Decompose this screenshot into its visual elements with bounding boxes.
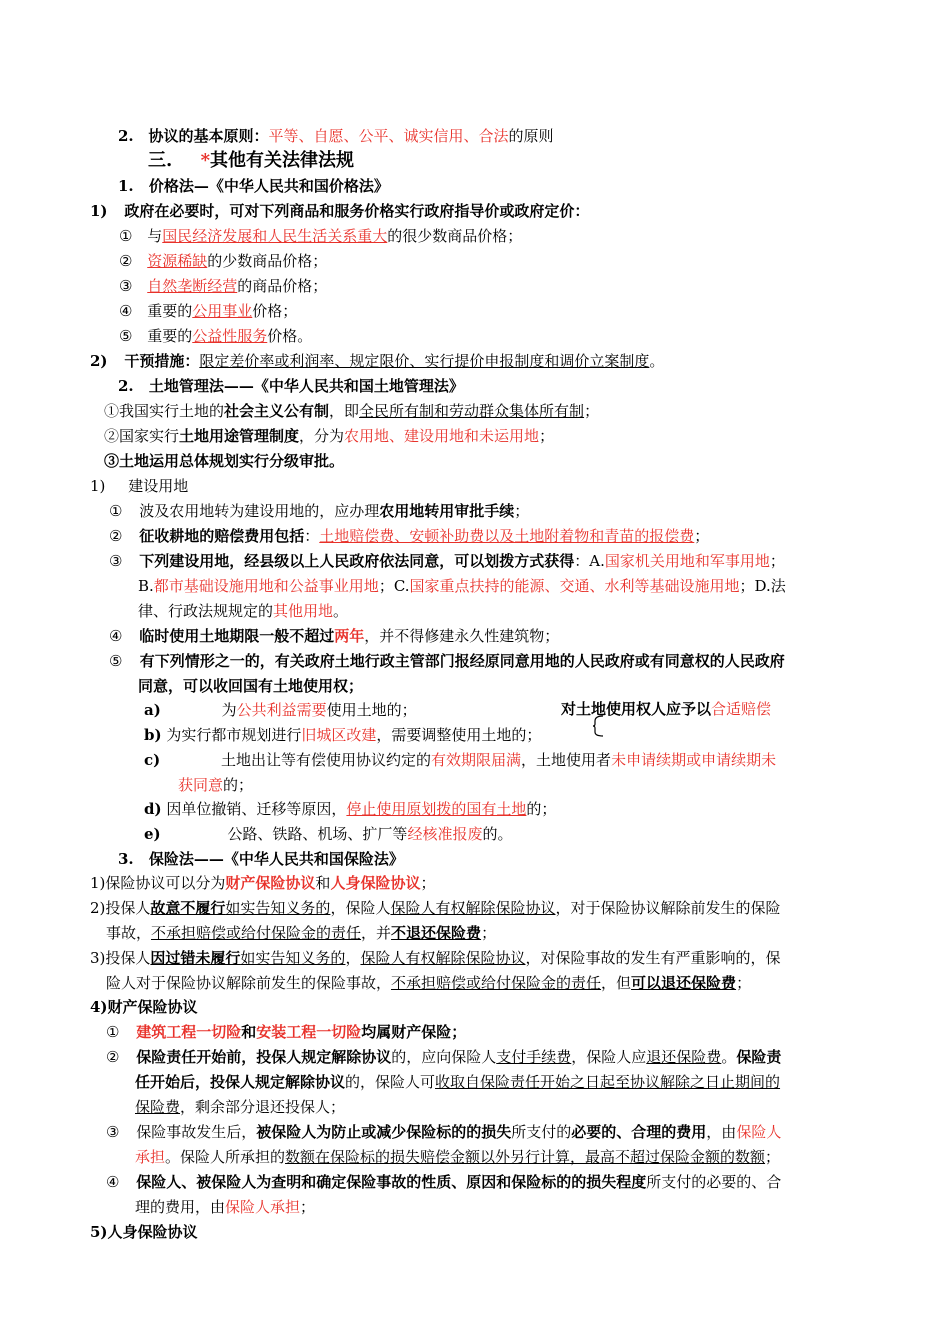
bold-text: 下列建设用地，经县级以上人民政府依法同意，可以划拨方式获得	[139, 552, 575, 570]
highlight: 土地赔偿费、安顿补助费以及土地附着物和青苗的报偿费	[319, 527, 695, 545]
text: 。	[649, 352, 665, 370]
highlight: 经核准报废	[407, 825, 483, 843]
price-list-item-1	[119, 226, 522, 246]
price-law-title: 价格法—《中华人民共和国价格法》	[148, 177, 389, 195]
circled-number: ③	[109, 552, 123, 570]
revoke-case-e	[144, 824, 512, 844]
highlight: 国民经济发展和人民生活关系重大	[162, 227, 388, 245]
bold-underlined-text: 可以退还保险费	[631, 974, 737, 992]
text: 与	[147, 227, 163, 245]
text: 所支付的必要的、合	[646, 1173, 782, 1191]
text: 3)投保人	[90, 949, 151, 967]
principles-line	[118, 126, 554, 146]
text: 的，应向保险人	[391, 1048, 497, 1066]
text: ；	[584, 402, 600, 420]
principles-values: 平等、自愿、公平、诚实信用、合法	[268, 127, 509, 145]
text: 的；	[223, 776, 254, 794]
circled-number: ⑤	[119, 327, 133, 345]
bold-text: 任开始后，投保人规定解除协议	[135, 1073, 346, 1091]
text: ；	[694, 527, 710, 545]
property-item-3-cont	[135, 1147, 780, 1167]
property-item-1	[106, 1022, 466, 1042]
item-number: 2)	[90, 352, 108, 370]
text: ；	[420, 874, 436, 892]
principles-label: 协议的基本原则：	[148, 127, 269, 145]
property-item-2-cont-2	[135, 1097, 345, 1117]
text: ；D.法	[739, 577, 786, 595]
insurance-item-3	[90, 948, 780, 968]
text: 。	[721, 1048, 737, 1066]
highlight: 自然垄断经营	[147, 277, 238, 295]
highlight: 公益性服务	[192, 327, 268, 345]
circled-number: ①	[106, 1023, 120, 1041]
principles-suffix: 的原则	[508, 127, 554, 145]
bold-text: 保险责	[736, 1048, 782, 1066]
chapter-title: 其他有关法律法规	[209, 150, 354, 171]
highlight: 获同意	[178, 776, 224, 794]
underlined-text: 保险费	[135, 1098, 181, 1116]
underlined-text: 不承担赔偿或给付保险金的责任	[391, 974, 602, 992]
bold-text: 保险人、被保险人为查明和确定保险事故的性质、原因和保险标的的损失程度	[136, 1173, 647, 1191]
highlight: 两年	[334, 627, 365, 645]
text: 使用土地的；	[326, 701, 417, 719]
highlight: 农用地、建设用地和未运用地	[344, 427, 540, 445]
property-item-3	[106, 1122, 781, 1142]
text: ，并不得修建永久性建筑物；	[364, 627, 560, 645]
land-item-1	[109, 501, 529, 521]
text: B.	[138, 577, 154, 595]
text: ，剩余部分退还投保人；	[180, 1098, 346, 1116]
item-text: 建设用地	[128, 477, 189, 495]
property-item-4-cont	[135, 1197, 315, 1217]
item-text: 政府在必要时，可对下列商品和服务价格实行政府指导价或政府定价：	[124, 202, 590, 220]
text: 保险事故发生后，	[136, 1123, 257, 1141]
text: ；	[736, 974, 752, 992]
text: 为	[221, 701, 237, 719]
item-number: 3.	[118, 850, 134, 868]
insurance-item-3-cont	[106, 973, 751, 993]
property-insurance-heading: 4)财产保险协议	[90, 998, 198, 1016]
text: 公路、铁路、机场、扩厂等	[227, 825, 408, 843]
bold-underlined-text: 故意不履行	[150, 899, 226, 917]
bold-underlined-text: 因过错未履行	[150, 949, 241, 967]
highlight: 资源稀缺	[147, 252, 208, 270]
item-number: 2.	[118, 127, 134, 145]
text: 的商品价格；	[237, 277, 328, 295]
revoke-case-a	[144, 700, 417, 720]
price-law-item-1	[90, 201, 589, 221]
underlined-text: 收取自保险责任开始之日起至协议解除之日止期间的	[435, 1073, 781, 1091]
bold-underlined-text: 不退还保险费	[391, 924, 482, 942]
insurance-law-title: 保险法——《中华人民共和国保险法》	[148, 850, 404, 868]
highlight: 公共利益需要	[236, 701, 327, 719]
text: 的；	[526, 800, 557, 818]
land-law-heading	[118, 376, 464, 396]
bold-text: 对土地使用权人应予以	[561, 700, 712, 718]
bold-text: 社会主义公有制	[224, 402, 330, 420]
underlined-text: 如实告知义务的	[225, 899, 331, 917]
item-number: c)	[144, 751, 161, 769]
text: ；	[769, 552, 785, 570]
circled-number: ①	[119, 227, 133, 245]
item-text: 限定差价率或利润率、规定限价、实行提价申报制度和调价立案制度	[199, 352, 650, 370]
insurance-item-1	[90, 873, 435, 893]
bold-text: 必要的、合理的费用	[571, 1123, 707, 1141]
text: 所支付的	[511, 1123, 572, 1141]
text: ；C.	[378, 577, 410, 595]
property-item-4	[106, 1172, 781, 1192]
circled-number: ②	[106, 1048, 120, 1066]
highlight: 旧城区改建	[301, 726, 377, 744]
highlight: 停止使用原划拨的国有土地	[346, 800, 527, 818]
highlight: 安装工程一切险	[256, 1023, 362, 1041]
text: ，保险人应	[571, 1048, 647, 1066]
highlight: 合适赔偿	[711, 700, 772, 718]
price-list-item-4	[119, 301, 297, 321]
circled-number: ③	[106, 1123, 120, 1141]
text: ①我国实行土地的	[104, 402, 225, 420]
property-item-2-cont	[135, 1072, 780, 1092]
text: ；	[765, 1148, 781, 1166]
revoke-case-c	[144, 750, 776, 770]
chapter-heading	[148, 150, 354, 172]
text: 1)保险协议可以分为	[90, 874, 226, 892]
land-item-2	[109, 526, 709, 546]
underlined-text: 保险人有权解除保险协议	[360, 949, 526, 967]
circled-number: ②	[119, 252, 133, 270]
land-item-3-cont-2	[138, 601, 348, 621]
circled-number: ①	[109, 502, 123, 520]
text: 。	[333, 602, 349, 620]
text: 和	[315, 874, 331, 892]
bold-text: 均属财产保险；	[361, 1023, 467, 1041]
text: ：	[304, 527, 320, 545]
bold-text: 有下列情形之一的，有关政府土地行政主管部门报经原同意用地的人民政府或有同意权的人民政府	[139, 652, 785, 670]
text: 的很少数商品价格；	[387, 227, 523, 245]
bold-text: 保险责任开始前，投保人规定解除协议	[136, 1048, 392, 1066]
text: 的少数商品价格；	[207, 252, 328, 270]
highlight: 其他用地	[273, 602, 334, 620]
text: 2)投保人	[90, 899, 151, 917]
highlight: 保险人	[736, 1123, 782, 1141]
highlight: 有效期限届满	[431, 751, 522, 769]
text: 价格；	[252, 302, 298, 320]
construction-land-heading	[90, 476, 188, 496]
highlight: 都市基础设施用地和公益事业用地	[153, 577, 379, 595]
text: ；	[300, 1198, 316, 1216]
revoke-case-d	[144, 799, 556, 819]
highlight: 承担	[135, 1148, 166, 1166]
price-law-heading	[118, 176, 389, 196]
bold-text: 农用地转用审批手续	[379, 502, 515, 520]
price-list-item-2	[119, 251, 327, 271]
text: ，由	[706, 1123, 737, 1141]
underlined-text: 全民所有制和劳动群众集体所有制	[359, 402, 585, 420]
item-number: b)	[144, 726, 162, 744]
revoke-case-c-cont	[178, 775, 253, 795]
text: 事故，	[106, 924, 152, 942]
chapter-number: 三.	[148, 150, 173, 171]
land-law-title: 土地管理法——《中华人民共和国土地管理法》	[148, 377, 464, 395]
item-number: d)	[144, 800, 162, 818]
highlight: 国家机关用地和军事用地	[604, 552, 770, 570]
property-item-2	[106, 1047, 781, 1067]
text: 重要的	[147, 302, 193, 320]
circled-number: ④	[119, 302, 133, 320]
item-number: 1.	[118, 177, 134, 195]
bold-text: 土地用途管理制度	[179, 427, 300, 445]
highlight: 保险人承担	[225, 1198, 301, 1216]
item-label: 干预措施：	[124, 352, 200, 370]
price-list-item-3	[119, 276, 327, 296]
text: ；	[539, 427, 555, 445]
text: 的，保险人可	[345, 1073, 436, 1091]
underlined-text: 支付手续费	[496, 1048, 572, 1066]
text: ；	[481, 924, 497, 942]
land-item-5-cont: 同意，可以收回国有土地使用权；	[138, 677, 364, 695]
text: ，但	[601, 974, 632, 992]
text: 理的费用，由	[135, 1198, 226, 1216]
item-number: e)	[144, 825, 161, 843]
revoke-case-b	[144, 725, 541, 745]
text: ，分为	[299, 427, 345, 445]
text: ，即	[329, 402, 360, 420]
insurance-item-2	[90, 898, 780, 918]
circled-number: ④	[109, 627, 123, 645]
bracket-icon	[592, 715, 606, 740]
insurance-law-heading	[118, 849, 404, 869]
land-principle-3: ③土地运用总体规划实行分级审批。	[104, 452, 345, 470]
text: ，对于保险协议解除前发生的保险	[555, 899, 781, 917]
text: 波及农用地转为建设用地的，应办理	[139, 502, 380, 520]
land-item-3	[109, 551, 785, 571]
text: ，保险人	[330, 899, 391, 917]
item-number: 1)	[90, 477, 106, 495]
land-principle-2	[104, 426, 554, 446]
highlight: 国家重点扶持的能源、交通、水利等基础设施用地	[409, 577, 740, 595]
price-list-item-5	[119, 326, 312, 346]
text: 。保险人所承担的	[165, 1148, 286, 1166]
star-mark: *	[200, 150, 210, 171]
text: 律、行政法规规定的	[138, 602, 274, 620]
text: ，并	[361, 924, 392, 942]
highlight: 未申请续期或申请续期未	[611, 751, 777, 769]
underlined-text: 不承担赔偿或给付保险金的责任	[151, 924, 362, 942]
circled-number: ②	[109, 527, 123, 545]
bold-text: 征收耕地的赔偿费用包括	[139, 527, 305, 545]
text: 险人对于保险协议解除前发生的保险事故，	[106, 974, 392, 992]
underlined-text: 退还保险费	[646, 1048, 722, 1066]
land-principle-1	[104, 401, 599, 421]
life-insurance-heading: 5)人身保险协议	[90, 1223, 198, 1241]
text: ，	[345, 949, 361, 967]
highlight: 人身保险协议	[330, 874, 421, 892]
highlight: 财产保险协议	[225, 874, 316, 892]
text: 价格。	[267, 327, 313, 345]
text: ，需要调整使用土地的；	[376, 726, 542, 744]
text: 重要的	[147, 327, 193, 345]
circled-number: ③	[119, 277, 133, 295]
text: ；	[514, 502, 530, 520]
text: 土地出让等有偿使用协议约定的	[221, 751, 432, 769]
text: ②国家实行	[104, 427, 180, 445]
land-item-5	[109, 651, 785, 671]
highlight: 建筑工程一切险	[136, 1023, 242, 1041]
highlight: 公用事业	[192, 302, 253, 320]
text: 的。	[482, 825, 513, 843]
item-number: 1)	[90, 202, 108, 220]
bold-text: 和	[241, 1023, 257, 1041]
price-law-item-2	[90, 351, 664, 371]
item-number: a)	[144, 701, 161, 719]
text: 为实行都市规划进行	[166, 726, 302, 744]
text: ：A.	[574, 552, 605, 570]
underlined-text: 保险人有权解除保险协议	[390, 899, 556, 917]
text: ，土地使用者	[521, 751, 612, 769]
text: ，对保险事故的发生有严重影响的，保	[525, 949, 781, 967]
text: 因单位撤销、迁移等原因，	[166, 800, 347, 818]
bold-text: 临时使用土地期限一般不超过	[139, 627, 335, 645]
land-item-4	[109, 626, 559, 646]
bold-text: 被保险人为防止或减少保险标的的损失	[256, 1123, 512, 1141]
underlined-text: 数额在保险标的损失赔偿金额以外另行计算，最高不超过保险金额的数额	[285, 1148, 766, 1166]
item-number: 2.	[118, 377, 134, 395]
land-item-3-cont	[138, 576, 786, 596]
circled-number: ④	[106, 1173, 120, 1191]
underlined-text: 如实告知义务的	[240, 949, 346, 967]
insurance-item-2-cont	[106, 923, 496, 943]
circled-number: ⑤	[109, 652, 123, 670]
